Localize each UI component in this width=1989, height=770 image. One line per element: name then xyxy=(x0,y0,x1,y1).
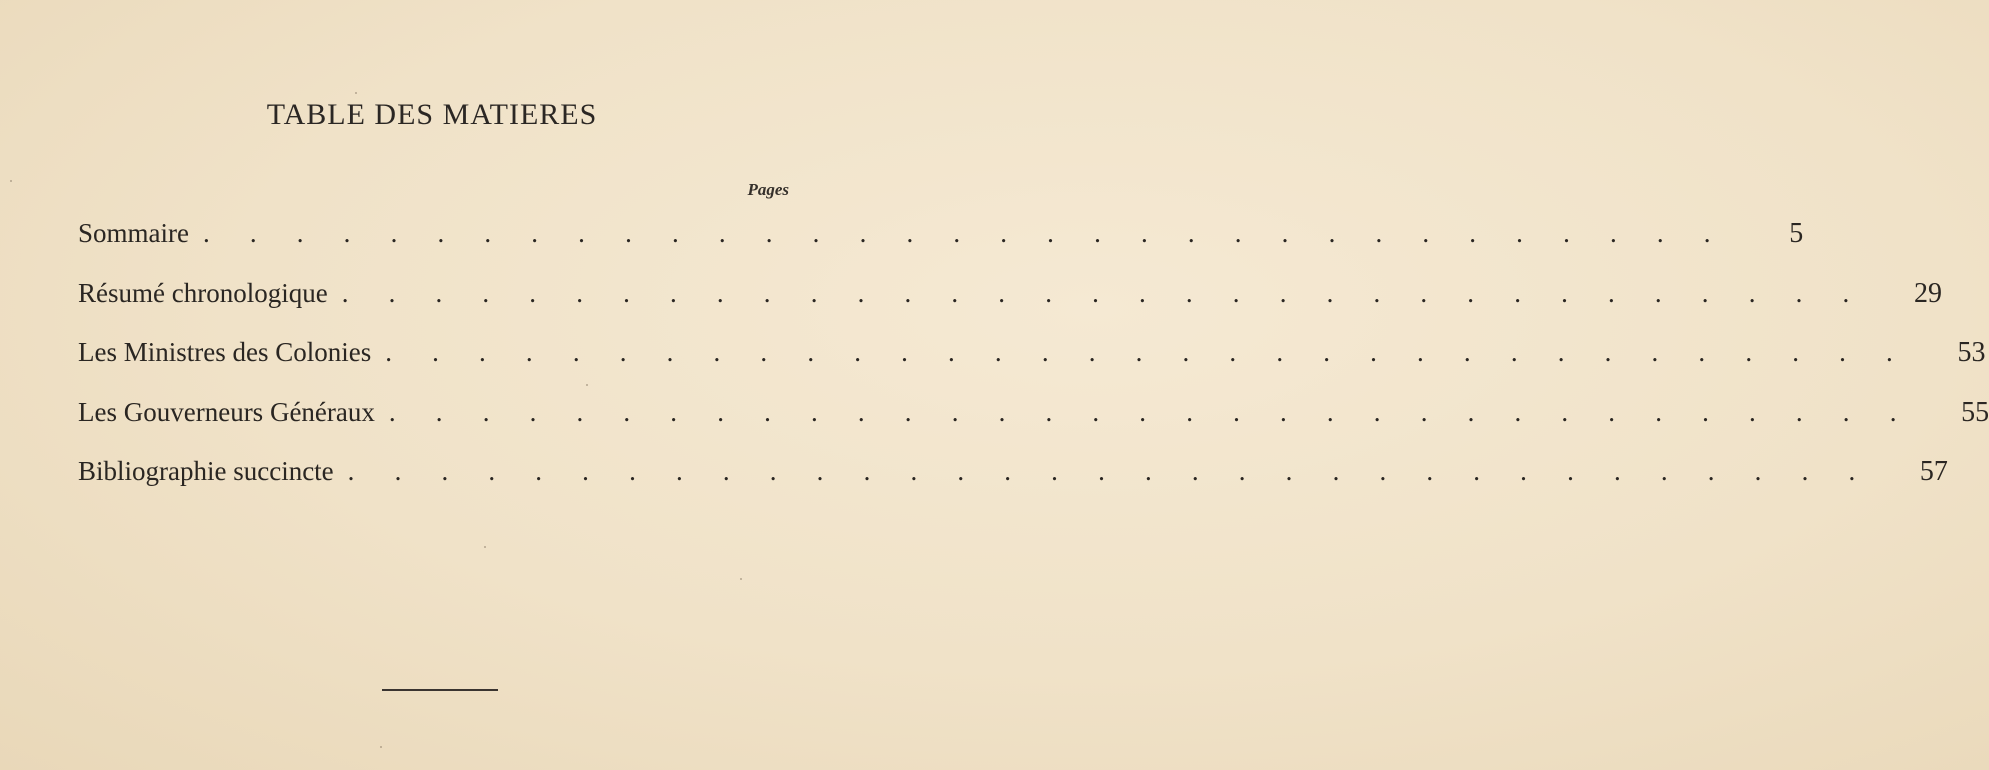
toc-entry-page: 57 xyxy=(1919,456,1948,487)
toc-entry-page: 29 xyxy=(1913,277,1942,309)
dot-leader: . . . . . . . . . . . . . . . . . . . . . . . . . . . . . . . . . xyxy=(347,456,1872,486)
toc-entry xyxy=(78,218,1804,278)
dot-leader: . . . . . . . . . . . . . . . . . . . . . . . . . . . . . . . . . xyxy=(388,396,1914,427)
toc-entry-label: Résumé chronologique xyxy=(78,277,328,308)
dot-leader: . . . . . . . . . . . . . . . . . . . . . . . . . . . . . . . . . xyxy=(385,337,1910,367)
toc-entry xyxy=(78,456,1948,516)
closing-rule xyxy=(382,689,498,691)
paper-speck xyxy=(355,92,357,94)
toc-entry-page: 53 xyxy=(1957,337,1986,368)
paper-speck xyxy=(380,746,382,748)
page-title: TABLE DES MATIERES xyxy=(266,98,598,131)
toc-entry xyxy=(78,396,1989,457)
toc-entry-label: Bibliographie succincte xyxy=(78,456,334,486)
table-of-contents xyxy=(78,218,1989,516)
toc-entry-page: 5 xyxy=(1789,218,1804,249)
toc-entry xyxy=(78,277,1942,338)
pages-column-header: Pages xyxy=(747,180,789,199)
paper-speck xyxy=(740,578,742,580)
paper-speck xyxy=(10,180,12,182)
dot-leader: . . . . . . . . . . . . . . . . . . . . . . . . . . . . . . . . . xyxy=(202,218,1728,248)
toc-entry-label: Les Ministres des Colonies xyxy=(78,337,372,367)
toc-entry xyxy=(78,337,1986,397)
toc-entry-page: 55 xyxy=(1961,396,1989,428)
toc-entry-label: Les Gouverneurs Généraux xyxy=(78,396,375,427)
paper-speck xyxy=(484,546,486,548)
paper-speck xyxy=(586,384,588,386)
toc-entry-label: Sommaire xyxy=(78,218,189,248)
dot-leader: . . . . . . . . . . . . . . . . . . . . . . . . . . . . . . . . . xyxy=(341,277,1866,308)
